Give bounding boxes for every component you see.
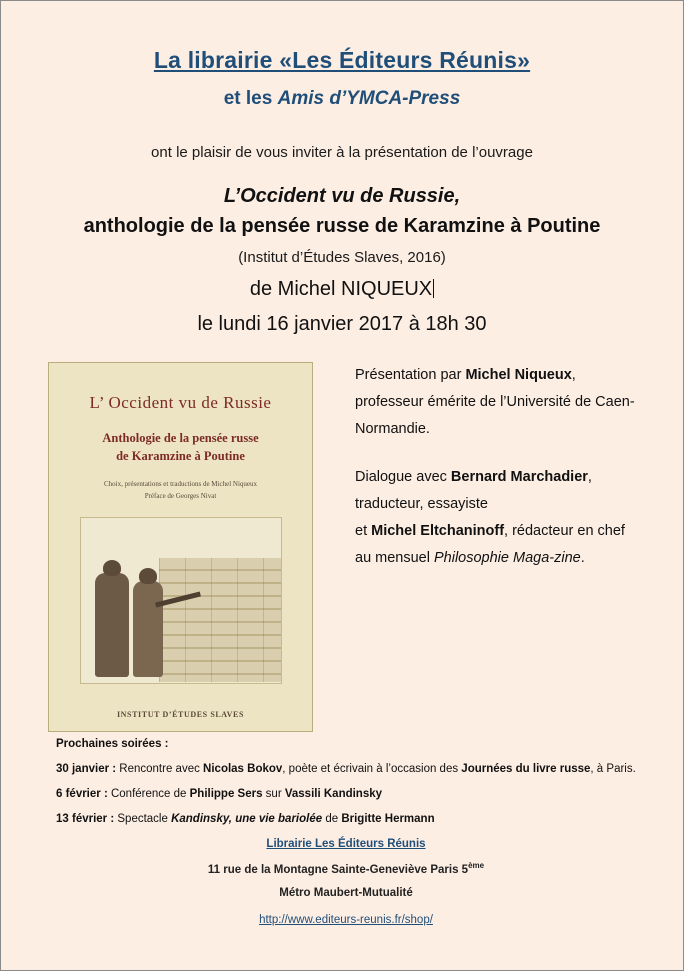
venue-address-text: 11 rue de la Montagne Sainte-Geneviève Paris 5 [207, 863, 469, 876]
event-bold2-2: Brigitte Hermann [341, 813, 435, 825]
event-text-mid-1: sur [262, 788, 285, 800]
event-bold1-1: Philippe Sers [189, 788, 263, 800]
event-details [355, 362, 645, 594]
subtitle-italic: Amis d’YMCA-Press [277, 88, 461, 109]
figure-left-icon [95, 573, 129, 677]
presentation-post: , professeur émérite de l’Université de Caen-Normandie. [355, 367, 635, 437]
second-name: Michel Eltchaninoff [371, 523, 505, 540]
event-text-mid-2: de [322, 813, 342, 825]
cover-illustration [80, 517, 282, 684]
author-name: de Michel NIQUEUX [249, 278, 433, 300]
second-pre: et [355, 523, 372, 540]
second-post: , rédacteur en chef au mensuel [355, 523, 625, 566]
content-middle [1, 362, 683, 732]
dialogue-pre: Dialogue avec [355, 469, 451, 486]
list-item [56, 813, 636, 825]
event-text-pre-1: Conférence de [110, 788, 190, 800]
cover-credits-line2: Préface de Georges Nivat [144, 492, 217, 501]
invitation-line: ont le plaisir de vous inviter à la présentation de l’ouvrage [151, 144, 533, 161]
figure-right-icon [133, 581, 163, 677]
upcoming-heading: Prochaines soirées : [56, 738, 169, 750]
event-date-1: 6 février : [56, 788, 111, 800]
work-title-line1: L’Occident vu de Russie, [223, 185, 461, 207]
event-text-mid-0: , poète et écrivain à l’occasion des [282, 763, 462, 775]
presentation-paragraph [355, 362, 645, 442]
work-title-line2: anthologie de la pensée russe de Karamzine à Poutine [83, 215, 601, 237]
event-text-pre-2: Spectacle [117, 813, 172, 825]
event-date: le lundi 16 janvier 2017 à 18h 30 [197, 313, 487, 335]
second-end: . [580, 549, 585, 566]
presenter-name: Michel Niqueux [465, 367, 572, 383]
list-item [56, 788, 636, 800]
cover-credits-line1: Choix, présentations et traductions de Michel Niqueux [104, 480, 257, 489]
event-date-2: 13 février : [56, 813, 118, 825]
event-text-pre-0: Rencontre avec [119, 763, 204, 775]
book-cover-image [48, 362, 313, 732]
upcoming-events [56, 738, 636, 928]
work-title [1, 181, 683, 241]
event-bold2-1: Vassili Kandinsky [284, 788, 383, 800]
venue-name: Librairie Les Éditeurs Réunis [266, 838, 426, 850]
venue-block [56, 838, 636, 928]
dialogue-name: Bernard Marchadier [450, 469, 588, 486]
dialogue-post: , traducteur, essayiste [355, 469, 592, 513]
poster-header [1, 1, 683, 110]
venue-address-sup: ème [468, 861, 485, 870]
event-bold1-0: Nicolas Bokov [203, 763, 283, 775]
venue-website-link[interactable]: http://www.editeurs-reunis.fr/shop/ [259, 913, 433, 926]
venue-address [56, 861, 636, 876]
subtitle-prefix: et les [223, 88, 278, 109]
page-title: La librairie «Les Éditeurs Réunis» [153, 47, 531, 73]
wall-shape [159, 558, 281, 682]
event-italic-2: Kandinsky, une vie bariolée [171, 813, 323, 825]
page-subtitle [1, 88, 683, 110]
figure-head-icon [139, 568, 157, 584]
author-line [1, 278, 683, 301]
cover-title: L’ Occident vu de Russie [89, 393, 272, 412]
work-source: (Institut d’Études Slaves, 2016) [238, 249, 446, 266]
venue-metro: Métro Maubert-Mutualité [279, 886, 413, 899]
cover-credits [61, 479, 300, 503]
figure-head-icon [103, 560, 121, 576]
magazine-name: Philosophie Maga-zine [434, 549, 581, 566]
event-date-0: 30 janvier : [56, 763, 120, 775]
text-caret [433, 279, 434, 298]
list-item [56, 763, 636, 775]
cover-subtitle: Anthologie de la pensée russe de Karamzine à Poutine [102, 431, 259, 464]
event-bold2-0: Journées du livre russe [461, 763, 591, 775]
dialogue-paragraph [355, 464, 645, 571]
event-text-post-0: , à Paris. [590, 763, 636, 775]
cover-publisher: INSTITUT D’ÉTUDES SLAVES [116, 710, 245, 719]
book-cover-wrapper [48, 362, 313, 732]
presentation-pre: Présentation par [355, 367, 466, 383]
